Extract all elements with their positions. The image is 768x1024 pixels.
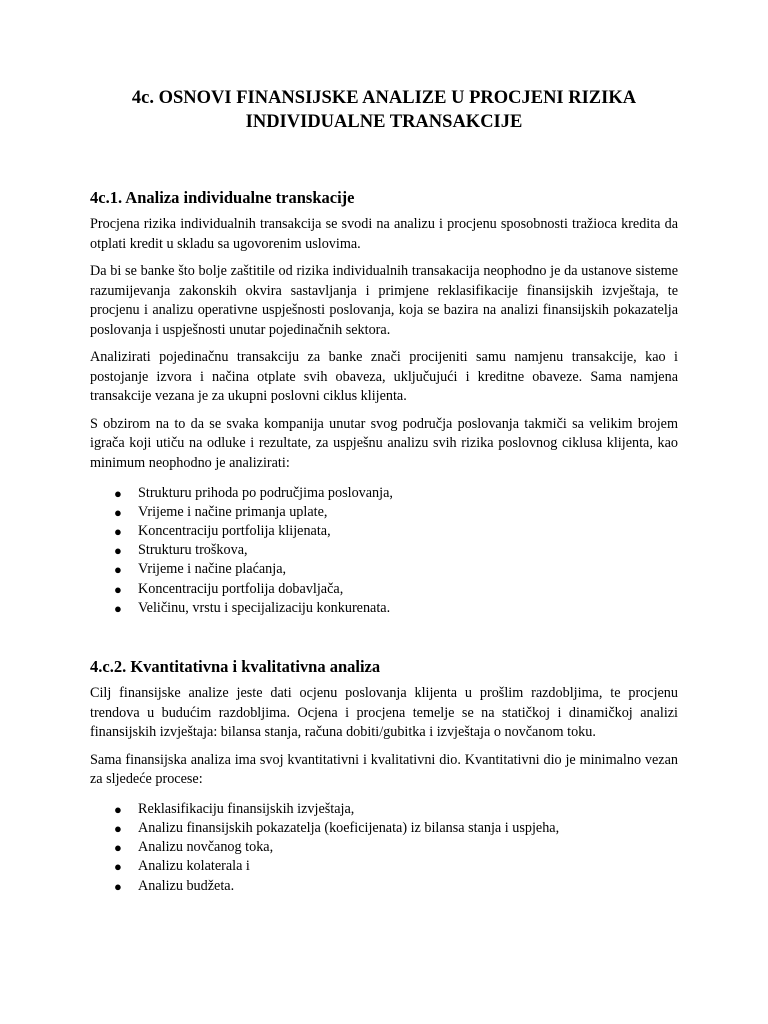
section-2-paragraph-2: Sama finansijska analiza ima svoj kvantitativni i kvalitativni dio. Kvantitativni dio je minimalno vezan za sljedeće procese: [90, 751, 678, 788]
document-title [90, 86, 678, 134]
document-title-line-1: 4c. OSNOVI FINANSIJSKE ANALIZE U PROCJENI RIZIKA [131, 88, 637, 108]
bullet-dot-icon: ● [114, 523, 122, 539]
list-item: ● Analizu novčanog toka, [114, 838, 678, 857]
bullet-dot-icon: ● [114, 840, 122, 856]
list-item: ● Strukturu troškova, [114, 541, 678, 560]
bullet-dot-icon: ● [114, 820, 122, 836]
bullet-dot-icon: ● [114, 485, 122, 501]
list-item: ● Analizu kolaterala i [114, 857, 678, 876]
bullet-dot-icon: ● [114, 581, 122, 597]
list-item: ● Reklasifikaciju finansijskih izvještaja, [114, 800, 678, 819]
bullet-dot-icon: ● [114, 878, 122, 894]
list-item: ● Strukturu prihoda po područjima poslovanja, [114, 484, 678, 503]
section-2-paragraph-1: Cilj finansijske analize jeste dati ocjenu poslovanja klijenta u prošlim razdobljima, te procjenu trendova u budućim razdobljima. Ocjena i procjena temelje se na statičkoj i dinamičkoj analizi finansijskih izvještaja: bilansa stanja, računa dobiti/gubitka i izvještaja o novčanom toku. [90, 684, 678, 741]
bullet-dot-icon: ● [114, 562, 122, 578]
list-item: ● Veličinu, vrstu i specijalizaciju konkurenata. [114, 599, 678, 618]
section-1-bullet-list [90, 484, 678, 618]
document-title-line-2: INDIVIDUALNE TRANSAKCIJE [245, 112, 523, 132]
section-1-paragraph-2: Da bi se banke što bolje zaštitile od rizika individualnih transakacija neophodno je da ustanove sisteme razumijevanja zakonskih okvira sastavljanja i primjene reklasifikacije finansijskih izvještaja, te procjenu i analizu operativne uspješnosti poslovanja, koja se bazira na analizi finansijskih pokazatelja poslovanja i uspješnosti unutar pojedinačnih sektora. [90, 262, 678, 338]
section-1-heading: 4c.1. Analiza individualne transkacije [90, 188, 355, 207]
bullet-dot-icon: ● [114, 859, 122, 875]
list-item: ● Analizu budžeta. [114, 877, 678, 896]
section-1-paragraph-1: Procjena rizika individualnih transakcija se svodi na analizu i procjenu sposobnosti tražioca kredita da otplati kredit u skladu sa ugovorenim uslovima. [90, 216, 678, 252]
bullet-dot-icon: ● [114, 543, 122, 559]
bullet-dot-icon: ● [114, 600, 122, 616]
section-1-paragraph-4: S obzirom na to da se svaka kompanija unutar svog područja poslovanja takmiči sa velikim brojem igrača koji utiču na odluke i rezultate, za uspješnu analizu svih rizika poslovnog ciklusa klijenta, kao minimum neophodno je analizirati: [90, 415, 678, 471]
bullet-dot-icon: ● [114, 801, 122, 817]
list-item: ● Vrijeme i načine plaćanja, [114, 560, 678, 579]
bullet-dot-icon: ● [114, 504, 122, 520]
list-item: ● Vrijeme i načine primanja uplate, [114, 503, 678, 522]
section-2-bullet-list [90, 800, 678, 896]
list-item: ● Koncentraciju portfolija dobavljača, [114, 580, 678, 599]
section-1-paragraph-3: Analizirati pojedinačnu transakciju za banke znači procijeniti samu namjenu transakcije, kao i postojanje izvora i načina otplate svih obaveza, uključujući i kreditne obaveze. Sama namjena transakcije vezana je za ukupni poslovni ciklus klijenta. [90, 349, 678, 405]
list-item: ● Analizu finansijskih pokazatelja (koeficijenata) iz bilansa stanja i uspjeha, [114, 819, 678, 838]
section-2-heading: 4.c.2. Kvantitativna i kvalitativna analiza [90, 656, 381, 676]
list-item: ● Koncentraciju portfolija klijenata, [114, 522, 678, 541]
